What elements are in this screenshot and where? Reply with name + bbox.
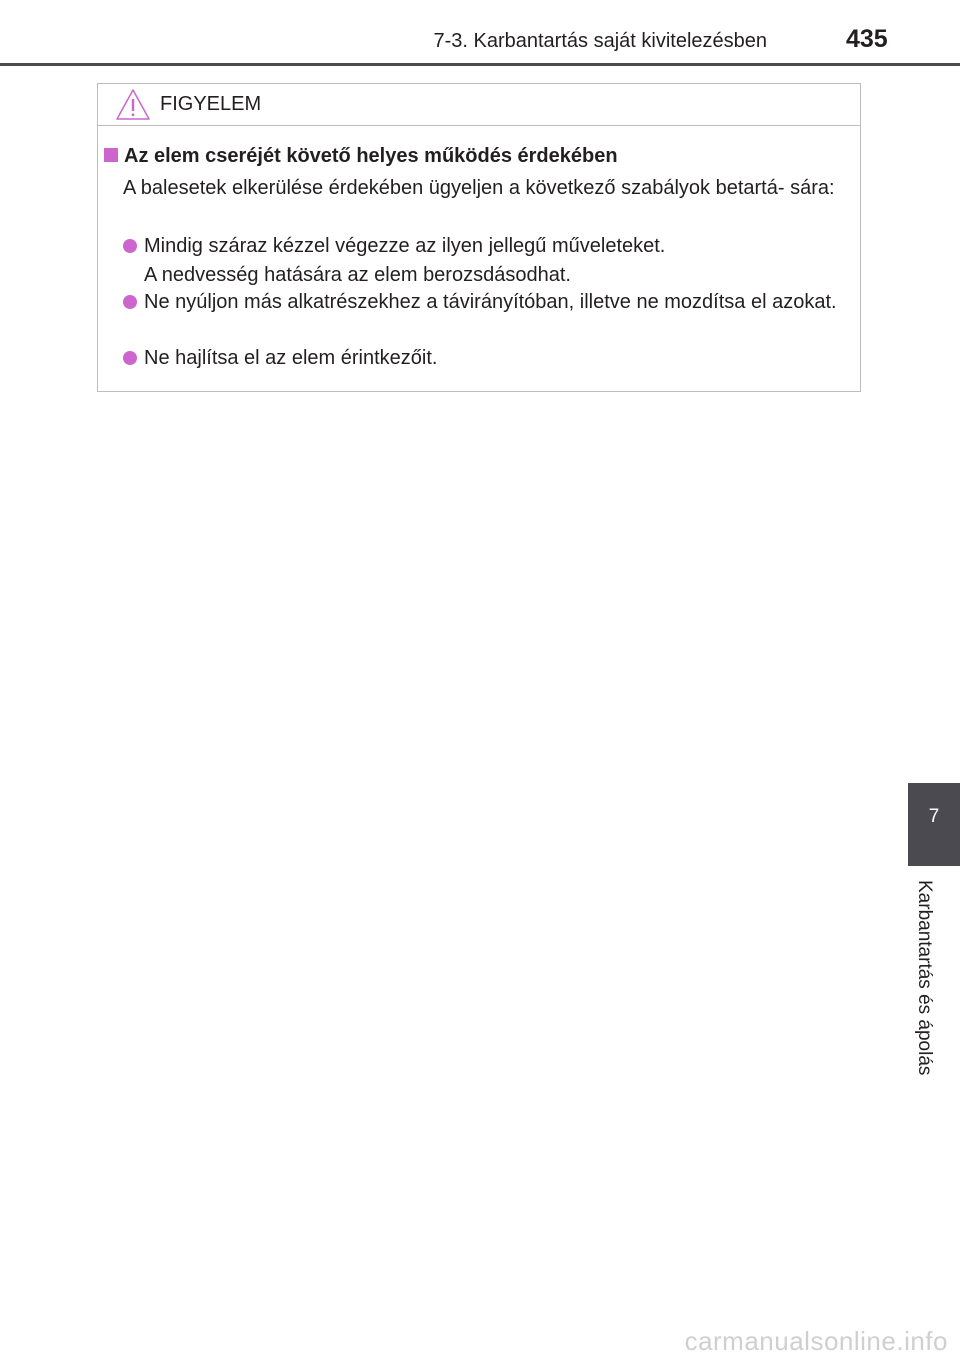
chapter-tab[interactable] — [908, 783, 960, 866]
list-item — [123, 288, 853, 317]
warning-title: FIGYELEM — [160, 93, 262, 115]
list-item — [123, 344, 853, 373]
square-bullet-icon — [104, 148, 118, 162]
circle-bullet-icon — [123, 239, 137, 253]
circle-bullet-icon — [123, 295, 137, 309]
warning-header — [98, 84, 860, 126]
header-rule — [0, 63, 960, 66]
warning-triangle-icon — [115, 88, 151, 121]
list-item — [123, 232, 853, 290]
intro-text: A balesetek elkerülése érdekében ügyeljen a következő szabályok betartá- sára: — [123, 177, 835, 199]
list-item-text: Ne hajlítsa el az elem érintkezőit. — [144, 347, 438, 369]
chapter-number: 7 — [928, 806, 940, 827]
warning-box — [97, 83, 861, 392]
list-item-text: A nedvesség hatására az elem berozsdásodhat. — [144, 264, 571, 286]
section-heading — [104, 145, 618, 168]
circle-bullet-icon — [123, 351, 137, 365]
header-title: 7-3. Karbantartás saját kivitelezésben — [433, 30, 767, 52]
list-item-text: Ne nyúljon más alkatrészekhez a távirányítóban, illetve ne mozdítsa el azokat. — [144, 291, 837, 313]
section-heading-text: Az elem cseréjét követő helyes működés érdekében — [124, 145, 618, 167]
page-number: 435 — [846, 25, 888, 53]
watermark: carmanualsonline.info — [684, 1326, 948, 1356]
list-item-text: Mindig száraz kézzel végezze az ilyen jellegű műveleteket. — [144, 235, 666, 257]
chapter-label: Karbantartás és ápolás — [914, 880, 935, 1076]
